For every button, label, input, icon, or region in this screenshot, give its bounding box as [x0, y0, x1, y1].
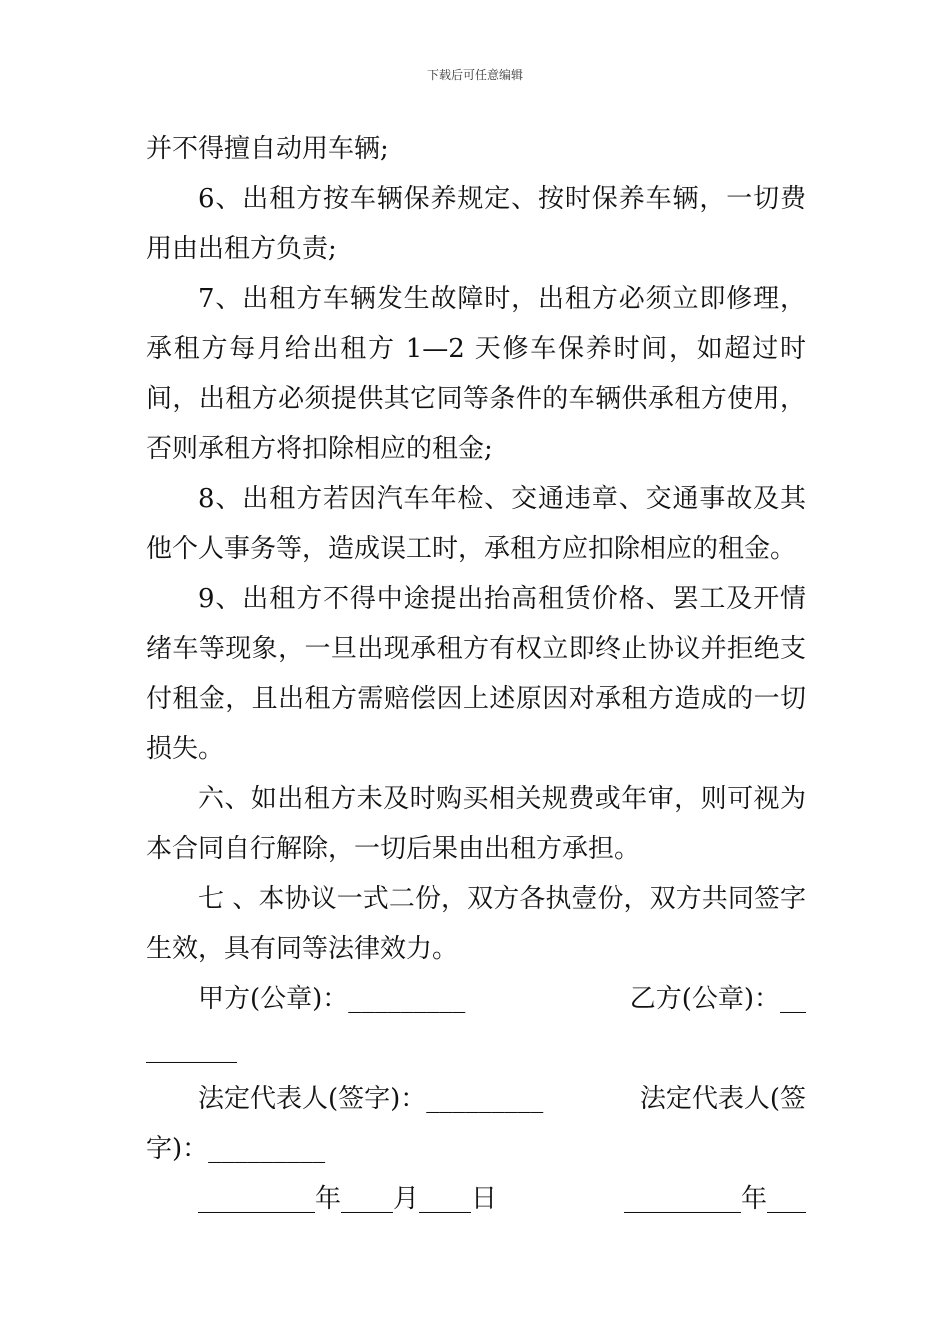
paragraph-clause-7: 7、出租方车辆发生故障时，出租方必须立即修理，承租方每月给出租方 1—2 天修车保养时间，如超过时间，出租方必须提供其它同等条件的车辆供承租方使用，否则承租方将扣除相应的租金; — [146, 284, 806, 464]
seal-signature-row — [146, 974, 806, 1024]
party-a-representative: 法定代表人(签字)：_________ — [198, 1084, 544, 1114]
party-b-seal-continuation: _______ — [146, 1034, 237, 1064]
party-b-representative-continuation: 字)：_________ — [146, 1134, 326, 1164]
party-a-date: _________年____月____日 — [198, 1184, 498, 1214]
paragraph-clause-6: 6、出租方按车辆保养规定、按时保养车辆，一切费用由出租方负责; — [146, 184, 806, 264]
representative-signature-row — [146, 1074, 806, 1124]
paragraph-article-6: 六、如出租方未及时购买相关规费或年审，则可视为本合同自行解除，一切后果由出租方承担。 — [146, 784, 806, 864]
paragraph-clause-9: 9、出租方不得中途提出抬高租赁价格、罢工及开情绪车等现象，一旦出现承租方有权立即终止协议并拒绝支付租金，且出租方需赔偿因上述原因对承租方造成的一切损失。 — [146, 584, 806, 764]
paragraph-clause-8: 8、出租方若因汽车年检、交通违章、交通事故及其他个人事务等，造成误工时，承租方应扣除相应的租金。 — [146, 484, 806, 564]
paragraph-article-7: 七 、本协议一式二份，双方各执壹份，双方共同签字生效，具有同等法律效力。 — [146, 884, 806, 964]
document-body — [146, 124, 806, 1224]
party-b-seal: 乙方(公章)：__ — [629, 984, 806, 1014]
party-b-date: _________年___ — [623, 1184, 806, 1214]
date-row — [146, 1174, 806, 1224]
paragraph-continuation: 并不得擅自动用车辆; — [146, 134, 389, 164]
page-header: 下载后可任意编辑 — [426, 68, 523, 82]
party-a-seal: 甲方(公章)：_________ — [198, 984, 466, 1014]
party-b-representative: 法定代表人(签 — [639, 1084, 806, 1114]
